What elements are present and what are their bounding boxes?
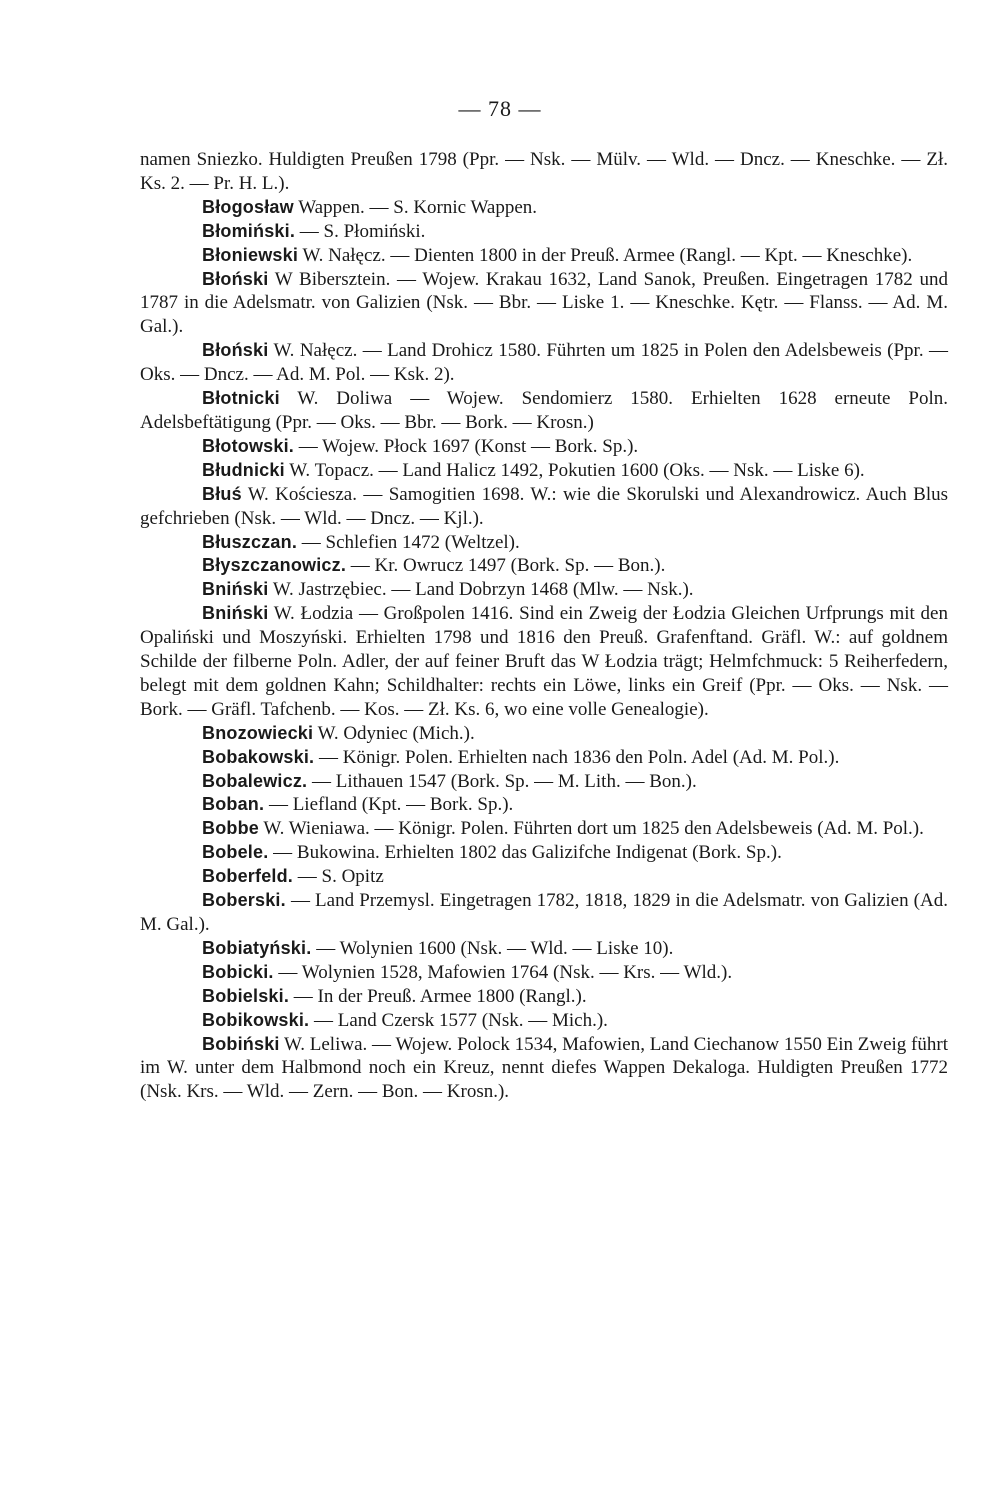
entry-name: Bobele.: [202, 842, 269, 863]
dictionary-entry: [140, 602, 948, 722]
entry-text: W. Doliwa — Wojew. Sendomierz 1580. Erhielten 1628 erneute Poln. Adelsbeftätigung (Ppr. — Oks. — Bbr. — Bork. — Krosn.): [140, 388, 948, 433]
entry-name: Bniński: [202, 579, 269, 600]
entry-name: Błoński: [202, 268, 269, 289]
dictionary-entry: [140, 961, 948, 985]
entry-name: Boban.: [202, 794, 265, 815]
entry-name: Błogosław: [202, 196, 294, 217]
entry-name: Błotnicki: [202, 388, 280, 409]
entry-name: Błuszczan.: [202, 531, 298, 552]
dictionary-entry: [140, 268, 948, 340]
entry-text: W. Topacz. — Land Halicz 1492, Pokutien 1600 (Oks. — Nsk. — Liske 6).: [284, 459, 865, 481]
dictionary-entry: [140, 746, 948, 770]
entry-name: Bobielski.: [202, 985, 290, 1006]
entry-text: W. Łodzia — Großpolen 1416. Sind ein Zweig der Łodzia Gleichen Urfprungs mit den Opaliński und Moszyński. Erhielten 1798 und 1816 den Preuß. Grafenftand. Gräfl. W.: auf goldnem Schilde der filberne Poln. Adler, der auf feiner Bruft das W Łodzia trägt; Helmfchmuck: 5 Reiherfedern, belegt mit dem goldnen Kahn; Schildhalter: rechts ein Löwe, links ein Greif (Ppr. — Oks. — Nsk. — Bork. — Gräfl. Tafchenb. — Kos. — Zł. Ks. 6, wo eine volle Genealogie).: [140, 603, 948, 720]
entry-name: Błudnicki: [202, 459, 285, 480]
entry-text: W. Odyniec (Mich.).: [313, 722, 475, 744]
dictionary-entry: [140, 722, 948, 746]
entry-text: — Kr. Owrucz 1497 (Bork. Sp. — Bon.).: [346, 555, 666, 577]
dictionary-entry: [140, 244, 948, 268]
entry-text: — Königr. Polen. Erhielten nach 1836 den Poln. Adel (Ad. M. Pol.).: [314, 746, 840, 768]
entry-name: Boberski.: [202, 890, 286, 911]
entry-name: Bobakowski.: [202, 746, 315, 767]
dictionary-entry: [140, 1009, 948, 1033]
entry-name: Błomiński.: [202, 220, 296, 241]
entry-name: Bnozowiecki: [202, 722, 314, 743]
dictionary-entry: [140, 435, 948, 459]
page-number: — 78 —: [458, 96, 542, 121]
entry-text: W. Leliwa. — Wojew. Polock 1534, Mafowien, Land Ciechanow 1550 Ein Zweig führt im W. unter dem Halbmond noch ein Kreuz, nennt diefes Wappen Dekaloga. Huldigten Preußen 1772 (Nsk. Krs. — Wld. — Zern. — Bon. — Krosn.).: [140, 1033, 948, 1103]
dictionary-entry: [140, 483, 948, 531]
entry-text: — Wolynien 1600 (Nsk. — Wld. — Liske 10).: [311, 937, 674, 959]
dictionary-entry: [140, 554, 948, 578]
entry-name: Boberfeld.: [202, 866, 294, 887]
dictionary-entry: [140, 817, 948, 841]
dictionary-entry: [140, 889, 948, 937]
entry-name: Bobbe: [202, 818, 259, 839]
dictionary-entry: [140, 1033, 948, 1105]
entry-name: Bobiatyński.: [202, 937, 312, 958]
entry-name: Bobikowski.: [202, 1009, 310, 1030]
entry-name: Bobiński: [202, 1033, 280, 1054]
dictionary-entry: [140, 531, 948, 555]
entry-text: — Bukowina. Erhielten 1802 das Galizifche Indigenat (Bork. Sp.).: [268, 842, 782, 864]
entry-text: W. Wieniawa. — Königr. Polen. Führten dort um 1825 den Adelsbeweis (Ad. M. Pol.).: [259, 818, 924, 840]
entry-name: Bniński: [202, 603, 269, 624]
entry-text: — Wojew. Płock 1697 (Konst — Bork. Sp.).: [294, 435, 639, 457]
entry-text: Wappen. — S. Kornic Wappen.: [293, 196, 538, 218]
entry-name: Bobicki.: [202, 961, 274, 982]
entry-text: W. Nałęcz. — Dienten 1800 in der Preuß. Armee (Rangl. — Kpt. — Kneschke).: [298, 244, 913, 266]
dictionary-entry: [140, 220, 948, 244]
entry-text: W Bibersztein. — Wojew. Krakau 1632, Land Sanok, Preußen. Eingetragen 1782 und 1787 in die Adelsmatr. von Galizien (Nsk. — Bbr. — Liske 1. — Kneschke. Kętr. — Flanss. — Ad. M. Gal.).: [140, 268, 948, 338]
dictionary-entry: [140, 196, 948, 220]
entry-name: Błoniewski: [202, 244, 299, 265]
entry-text: — In der Preuß. Armee 1800 (Rangl.).: [289, 985, 587, 1007]
dictionary-entry: [140, 770, 948, 794]
dictionary-entry: [140, 387, 948, 435]
dictionary-entry: [140, 148, 948, 196]
entry-text: — Wolynien 1528, Mafowien 1764 (Nsk. — Krs. — Wld.).: [273, 961, 733, 983]
dictionary-entry: [140, 985, 948, 1009]
entry-text: — Land Czersk 1577 (Nsk. — Mich.).: [309, 1009, 608, 1031]
entry-text: namen Sniezko. Huldigten Preußen 1798 (Ppr. — Nsk. — Mülv. — Wld. — Dncz. — Kneschke. — Zł. Ks. 2. — Pr. H. L.).: [140, 149, 948, 194]
entry-text: — Land Przemysl. Eingetragen 1782, 1818, 1829 in die Adelsmatr. von Galizien (Ad. M. Gal.).: [140, 890, 948, 935]
dictionary-entry: [140, 841, 948, 865]
entry-name: Błotowski.: [202, 435, 295, 456]
dictionary-entry: [140, 937, 948, 961]
entry-text: — S. Płomiński.: [295, 220, 426, 242]
dictionary-entry: [140, 339, 948, 387]
entry-name: Błyszczanowicz.: [202, 555, 347, 576]
entry-text: — Lithauen 1547 (Bork. Sp. — M. Lith. — Bon.).: [307, 770, 697, 792]
entry-text: W. Jastrzębiec. — Land Dobrzyn 1468 (Mlw. — Nsk.).: [268, 579, 694, 601]
entry-text: W. Kościesza. — Samogitien 1698. W.: wie die Skorulski und Alexandrowicz. Auch Blus gefchrieben (Nsk. — Wld. — Dncz. — Kjl.).: [140, 483, 948, 529]
dictionary-entry: [140, 793, 948, 817]
entry-name: Błoński: [202, 340, 269, 361]
entry-text: W. Nałęcz. — Land Drohicz 1580. Führten um 1825 in Polen den Adelsbeweis (Ppr. — Oks. — Dncz. — Ad. M. Pol. — Ksk. 2).: [140, 340, 948, 386]
dictionary-entry: [140, 578, 948, 602]
entry-name: Błuś: [202, 483, 242, 504]
dictionary-entry: [140, 459, 948, 483]
entry-text: — Liefland (Kpt. — Bork. Sp.).: [264, 794, 514, 816]
entry-text: — S. Opitz: [293, 866, 384, 888]
dictionary-entry: [140, 865, 948, 889]
entry-name: Bobalewicz.: [202, 770, 308, 791]
entry-text: — Schlefien 1472 (Weltzel).: [297, 531, 520, 553]
entry-list: [140, 148, 948, 1104]
